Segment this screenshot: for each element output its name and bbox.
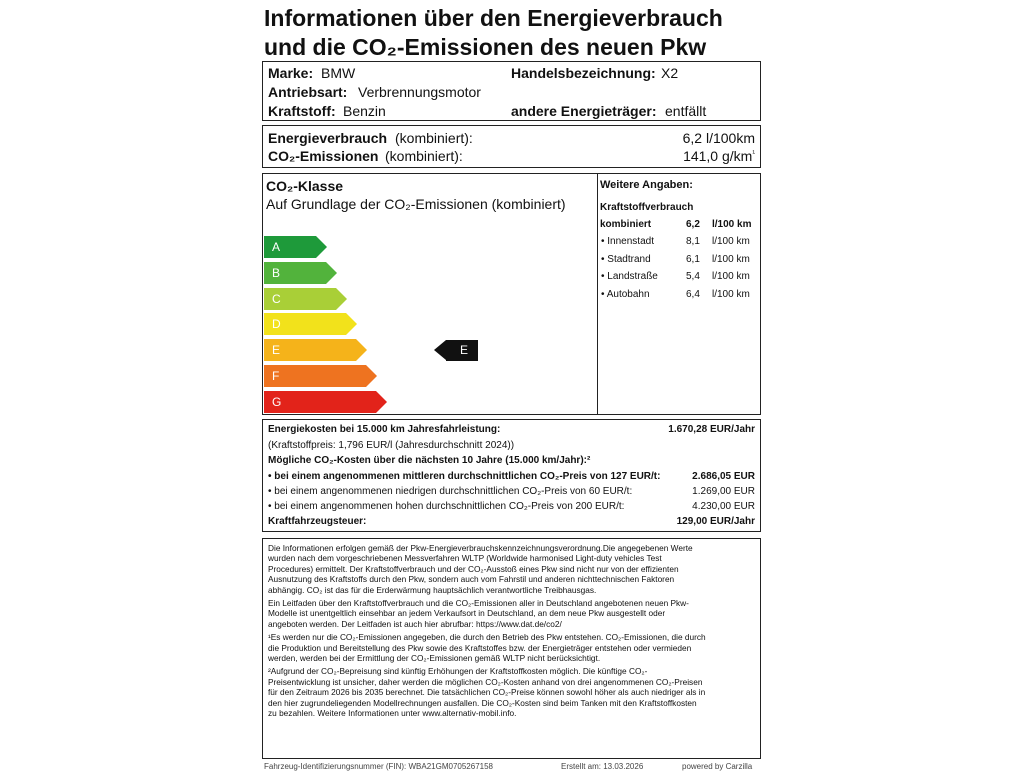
title-line-2: und die CO₂-Emissionen des neuen Pkw <box>264 34 707 60</box>
legal-line: für den Zeitraum 2026 bis 2035 berechnet. Die tatsächlichen CO₂-Preise können sowohl höher als auch niedriger als in <box>268 687 706 698</box>
page-title <box>264 4 723 62</box>
weitere-row-value: 5,4 <box>686 271 700 282</box>
legal-line: ²Aufgrund der CO₂-Bepreisung sind künftig Erhöhungen der Kraftstoffkosten möglich. Die künftige CO₂- <box>268 666 648 677</box>
co2-kosten-row-value: 4.230,00 EUR <box>692 501 755 512</box>
weitere-heading: Weitere Angaben: <box>600 179 693 191</box>
kraftstoffpreis-note: (Kraftstoffpreis: 1,796 EUR/l (Jahresdurchschnitt 2024)) <box>268 440 515 451</box>
legal-line: abhängig. CO₂ ist das für die Erderwärmung hauptsächlich verantwortliche Treibhausgas. <box>268 584 597 595</box>
handels-value: X2 <box>661 65 679 81</box>
andere-label: andere Energieträger: <box>511 103 657 119</box>
co2-class-arrow-f: F <box>264 365 366 387</box>
weitere-row-unit: l/100 km <box>712 236 750 247</box>
co2-sub: (kombiniert): <box>385 148 463 164</box>
legal-line: angeboten werden. Der Leitfaden ist auch hier abrufbar: https://www.dat.de/co2/ <box>268 618 562 629</box>
energiekosten-label: Energiekosten bei 15.000 km Jahresfahrleistung: <box>268 424 501 435</box>
legal-line: Procedures) ermittelt. Der Kraftstoffverbrauch und der CO₂-Ausstoß eines Pkw sind nicht nur von der effizienten <box>268 563 679 574</box>
legal-line: wurden nach dem vorgeschriebenen Messverfahren WLTP (Worldwide harmonised Light-duty vehicles Test <box>268 553 662 564</box>
co2-label: CO₂-Emissionen <box>268 148 379 164</box>
legal-paragraph-2 <box>268 598 755 629</box>
current-class-marker: E <box>446 340 478 361</box>
weitere-row-unit: l/100 km <box>712 253 750 265</box>
kfz-steuer-value: 129,00 EUR/Jahr <box>676 516 755 527</box>
legal-line: Modelle ist unentgeltlich einsehbar an jedem Verkaufsort in Deutschland, an dem neue Pkw ausgestellt oder <box>268 608 666 619</box>
title-line-1: Informationen über den Energieverbrauch <box>264 5 723 31</box>
handels-label: Handelsbezeichnung: <box>511 65 656 81</box>
antrieb-label: Antriebsart: <box>268 84 348 100</box>
weitere-sub: Kraftstoffverbrauch <box>600 202 694 213</box>
co2-value-text: 141,0 g/km <box>683 148 753 164</box>
kombiniert-value: 6,2 <box>686 219 700 230</box>
legal-paragraph-3 <box>268 632 755 663</box>
legal-line: ¹Es werden nur die CO₂-Emissionen angegeben, die durch den Betrieb des Pkw entstehen. CO₂-Emissionen, die durch <box>268 632 706 643</box>
co2-kosten-row-value: 2.686,05 EUR <box>692 471 755 482</box>
footer-fin: Fahrzeug-Identifizierungsnummer (FIN): WBA21GM0705267158 <box>264 762 493 771</box>
legal-line: Preisentwicklung ist unsicher, daher werden die möglichen CO₂-Kosten anhand von drei angenommenen CO₂-Preisen <box>268 676 703 687</box>
legal-line: zu bezahlen. Weitere Informationen unter www.alternativ-mobil.info. <box>268 708 517 719</box>
co2-kosten-row-label: • bei einem angenommenen mittleren durchschnittlichen CO₂-Preis von 127 EUR/t: <box>268 471 661 482</box>
co2-class-arrow-g: G <box>264 391 376 413</box>
energie-sub: (kombiniert): <box>395 130 473 146</box>
legal-line: werden, werden bei der Ermittlung der CO₂-Emissionen gemäß WLTP nicht berücksichtigt. <box>268 653 601 664</box>
weitere-row-label: • Landstraße <box>601 271 658 282</box>
co2-class-arrow-b: B <box>264 262 326 284</box>
weitere-row-label: • Stadtrand <box>601 253 651 265</box>
co2-kosten-row-value: 1.269,00 EUR <box>692 486 755 497</box>
energie-label: Energieverbrauch <box>268 130 388 146</box>
kombiniert-unit: l/100 km <box>712 219 752 230</box>
co2-kosten-row-label: • bei einem angenommenen niedrigen durchschnittlichen CO₂-Preis von 60 EUR/t: <box>268 486 633 497</box>
co2-class-arrow-a: A <box>264 236 316 258</box>
vehicle-info-box <box>262 61 761 121</box>
marke-value: BMW <box>321 65 356 81</box>
kraftstoff-value: Benzin <box>343 103 386 119</box>
footer-powered: powered by Carzilla <box>682 762 753 771</box>
co2-class-arrow-c: C <box>264 288 336 310</box>
co2-class-arrow-e: E <box>264 339 356 361</box>
kfz-steuer-label: Kraftfahrzeugsteuer: <box>268 516 367 527</box>
co2-kosten-heading: Mögliche CO₂-Kosten über die nächsten 10 Jahre (15.000 km/Jahr):² <box>268 455 591 466</box>
weitere-row-label: • Autobahn <box>601 288 650 300</box>
legal-paragraph-4 <box>268 666 755 718</box>
co2-class-subheading: Auf Grundlage der CO₂-Emissionen (kombiniert) <box>266 196 566 212</box>
co2-value <box>683 148 755 164</box>
costs-box <box>262 419 761 532</box>
legal-info-box <box>262 538 761 759</box>
co2-kosten-row-label: • bei einem angenommenen hohen durchschnittlichen CO₂-Preis von 200 EUR/t: <box>268 501 625 512</box>
weitere-row-unit: l/100 km <box>712 288 750 300</box>
legal-paragraph-1 <box>268 543 755 595</box>
legal-line: den hier zugrundeliegenden Modellrechnungen ausfallen. Die CO₂-Kosten sind beim Tanken mit den Kraftstoffkosten <box>268 697 697 708</box>
footer-erstellt: Erstellt am: 13.03.2026 <box>561 762 644 771</box>
co2-class-divider <box>597 174 598 414</box>
legal-line: Die Informationen erfolgen gemäß der Pkw-Energieverbrauchskennzeichnungsverordnung.Die angegebenen Werte <box>268 543 693 553</box>
weitere-row-unit: l/100 km <box>712 271 750 282</box>
legal-info-text <box>268 543 755 719</box>
energie-value: 6,2 l/100km <box>682 130 755 146</box>
energiekosten-value: 1.670,28 EUR/Jahr <box>668 424 755 435</box>
weitere-row-value: 6,4 <box>686 288 700 300</box>
weitere-row-value: 8,1 <box>686 236 700 247</box>
co2-class-heading: CO₂-Klasse <box>266 178 344 194</box>
consumption-box <box>262 125 761 168</box>
antrieb-value: Verbrennungsmotor <box>358 84 481 100</box>
kombiniert-label: kombiniert <box>600 219 652 230</box>
weitere-row-label: • Innenstadt <box>601 236 654 247</box>
kraftstoff-label: Kraftstoff: <box>268 103 336 119</box>
andere-value: entfällt <box>665 103 707 119</box>
legal-line: Ein Leitfaden über den Kraftstoffverbrauch und die CO₂-Emissionen aller in Deutschland angebotenen neuen Pkw- <box>268 598 689 609</box>
co2-class-arrow-d: D <box>264 313 346 335</box>
co2-value-footnote: ¹ <box>752 148 755 158</box>
legal-line: Ausnutzung des Kraftstoffs durch den Pkw, sondern auch vom Fahrstil und anderen nichttechnischen Faktoren <box>268 574 675 585</box>
marke-label: Marke: <box>268 65 314 81</box>
weitere-row-value: 6,1 <box>686 253 700 265</box>
legal-line: die Produktion und Bereitstellung des Pkw sowie des Kraftstoffes bzw. der Energieträger entstehen oder vermieden <box>268 642 692 653</box>
